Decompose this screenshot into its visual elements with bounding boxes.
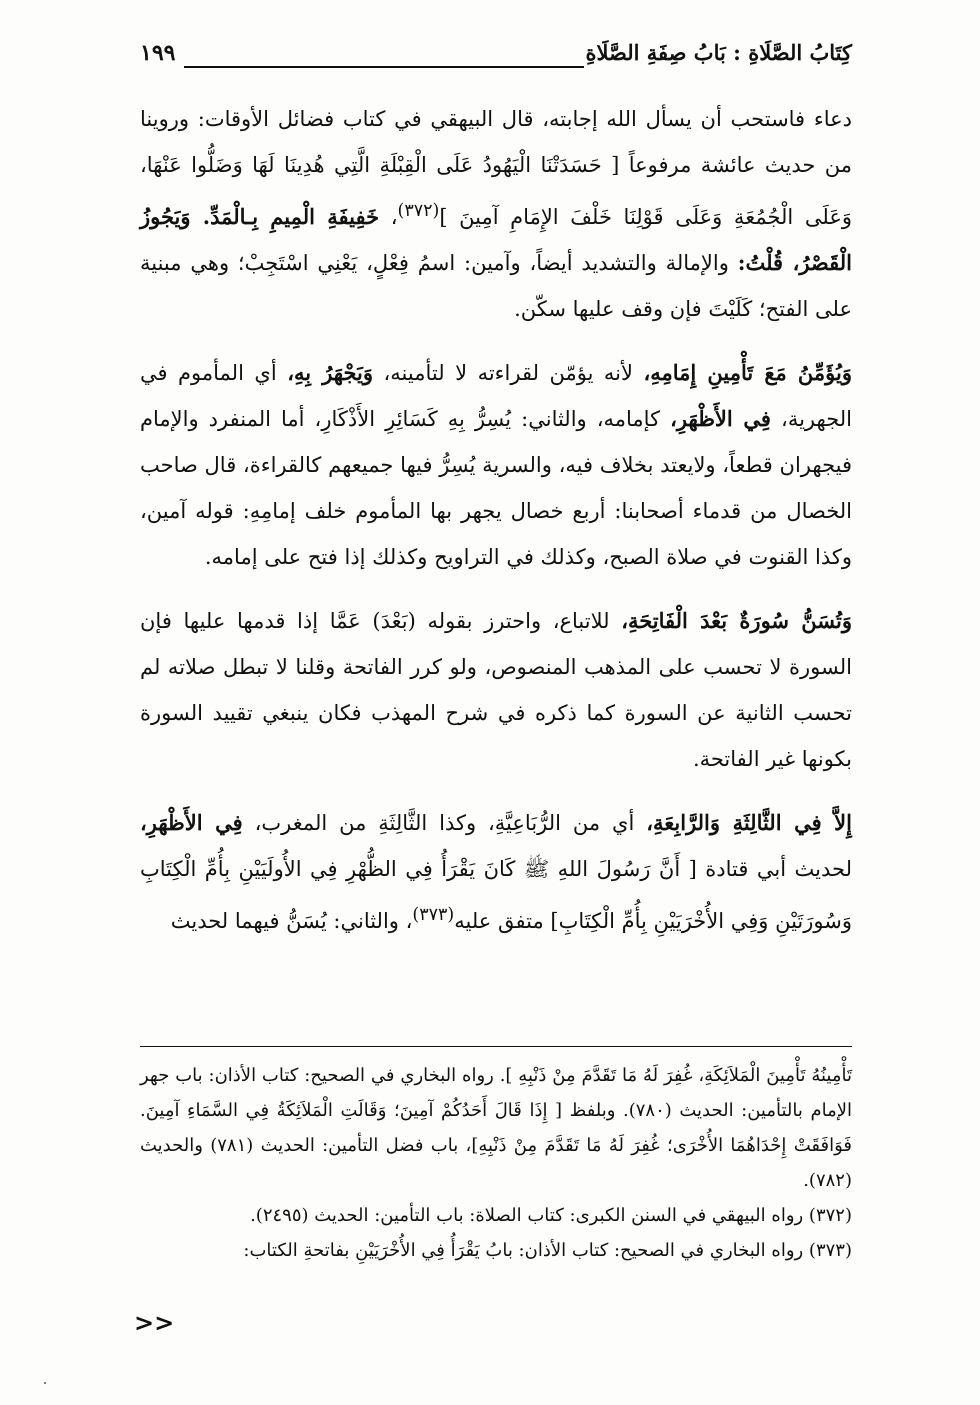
matn-text: إِلاَّ فِي الثَّالِثَةِ وَالرَّابِعَةِ،	[646, 810, 852, 835]
p2-commentary: كإمامه، والثاني: يُسِرُّ بِهِ كَسَائِرِ الأَذْكَارِ، أما المنفرد والإمام فيجهران قطعاً، ولايعتد بخلاف فيه، والسرية يُسِرُّ فيها جميعهم كالقراءة، قال صاحب الخصال من قدماء أصحابنا: أربع خصال يجهر بها المأموم خلف إمامِهِ: قوله آمين، وكذا القنوت في صلاة الصبح، وكذلك في التراويح وكذلك إذا فتح على إمامه.	[140, 407, 852, 569]
matn-text: وَيُؤَمِّنُ مَعَ تَأْمِينِ إِمَامِهِ،	[643, 360, 852, 385]
matn-text: فِي الأَظْهَرِ،	[140, 810, 243, 835]
p1-text: دعاء فاستحب أن يسأل الله إجابته، قال البيهقي في كتاب فضائل الأوقات: وروينا من حديث عائشة مرفوعاً [ حَسَدَتْنَا الْيَهُودُ عَلَى الْقِبْلَةِ الَّتِي هُدِينَا لَهَا وَضَلُّوا عَنْهَا، وَعَلَى الْجُمُعَةِ وَعَلَى قَوْلِنَا خَلْفَ الإِمَامِ آمِينَ ]	[140, 107, 852, 229]
paragraph-4	[140, 800, 852, 944]
page-number: ١٩٩	[140, 40, 176, 66]
page-header	[140, 38, 852, 78]
p1-commentary: والإمالة والتشديد أيضاً، وآمين: اسمُ فِعْلٍ، يَعْنِي اسْتَجِبْ؛ وهي مبنية على الفتح؛ كَلَيْتَ فإن وقف عليها سكّن.	[140, 251, 852, 321]
p3-commentary: للاتباع، واحترز بقوله (بَعْدَ) عَمَّا إذا قدمها عليها فإن السورة لا تحسب على المذهب المنصوص، ولو كرر الفاتحة وقلنا لا تبطل صلاته لم تحسب الثانية عن السورة كما ذكره في شرح المهذب فكان ينبغي تقييد السورة بكونها غير الفاتحة.	[140, 609, 852, 771]
footnote-373: (٣٧٣) رواه البخاري في الصحيح: كتاب الأذان: بابُ يَقْرَأُ فِي الأُخْرَيَيْنِ بفاتحةِ الكتاب:	[243, 1240, 852, 1261]
main-text	[140, 96, 852, 962]
paragraph-3	[140, 598, 852, 782]
p2-commentary: أي المأموم في الجهرية،	[140, 361, 852, 431]
header-rule	[184, 66, 584, 68]
footnote-continuation: تَأْمِينُهُ تَأْمِينَ الْمَلاَئِكَةِ، غُفِرَ لَهُ مَا تَقَدَّمَ مِنْ ذَنْبِهِ ]. رواه البخاري في الصحيح: كتاب الأذان: باب جهر الإمام بالتأمين: الحديث (٧٨٠). وبلفظ [ إِذَا قَالَ أَحَدُكُمْ آمِينَ؛ وَقَالَتِ الْمَلاَئِكَةُ فِي السَّمَاءِ آمِينَ. فَوَافَقَتْ إِحْدَاهُمَا الأُخْرَى؛ غُفِرَ لَهُ مَا تَقَدَّمَ مِنْ ذَنْبِهِ]، باب فضل التأمين: الحديث (٧٨١) والحديث (٧٨٢).	[140, 1065, 852, 1191]
scan-speck	[44, 1382, 46, 1384]
footnote-ref-372: (٣٧٢)	[397, 201, 440, 221]
matn-text: خَفِيفَةِ الْمِيمِ بِـالْمَدِّ. وَيَجُوزُ الْقَصْرُ، قُلْتُ:	[140, 204, 852, 275]
footnote-ref-373: (٣٧٣)	[412, 905, 455, 925]
p1-sep: ،	[379, 205, 398, 229]
p4-commentary: أي من الرُّبَاعِيَّةِ، وكذا الثَّالِثَةِ من المغرب،	[242, 811, 647, 835]
footnotes	[140, 1058, 852, 1268]
p2-commentary: لأنه يؤمّن لقراءته لا لتأمينه،	[373, 361, 644, 385]
continuation-mark: <<	[134, 1308, 175, 1337]
matn-text: فِي الأَظْهَرِ،	[670, 406, 771, 431]
footnote-372: (٣٧٢) رواه البيهقي في السنن الكبرى: كتاب الصلاة: باب التأمين: الحديث (٢٤٩٥).	[250, 1205, 852, 1226]
matn-text: وَتُسَنُّ سُورَةٌ بَعْدَ الْفَاتِحَةِ،	[621, 608, 852, 633]
p4-commentary: لحديث أبي قتادة [ أَنَّ رَسُولَ اللهِ ﷺ كَانَ يَقْرَأُ فِي الظُّهْرِ فِي الأُولَيَيْنِ بِأُمِّ الْكِتَابِ وَسُورَتَيْنِ وَفِي الأُخْرَيَيْنِ بِأُمِّ الْكِتَابِ] متفق عليه	[140, 857, 852, 933]
footnote-rule	[140, 1046, 852, 1047]
paragraph-2	[140, 350, 852, 580]
running-title: كِتَابُ الصَّلَاةِ : بَابُ صِفَةِ الصَّلَاةِ	[585, 40, 852, 65]
paragraph-1	[140, 96, 852, 332]
p4-commentary: ، والثاني: يُسَنُّ فيهما لحديث	[170, 909, 413, 933]
matn-text: وَيَجْهَرُ بِهِ،	[287, 360, 374, 385]
